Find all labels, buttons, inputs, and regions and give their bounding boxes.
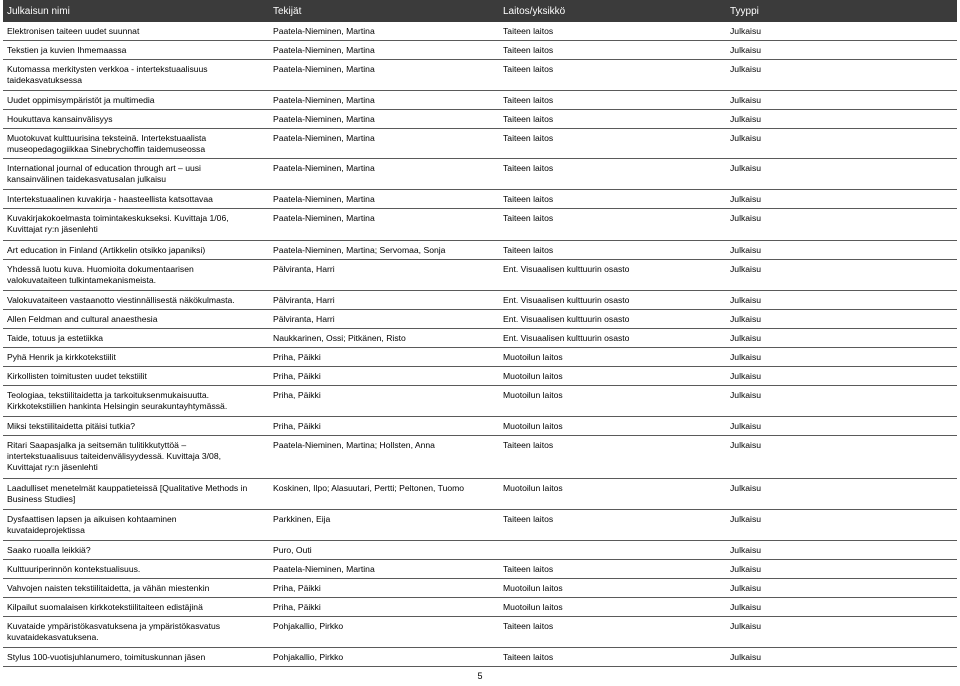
cell-authors: Paatela-Nieminen, Martina (269, 159, 499, 190)
cell-title: Valokuvataiteen vastaanotto viestinnällisestä näkökulmasta. (3, 291, 269, 310)
cell-authors: Paatela-Nieminen, Martina (269, 110, 499, 129)
cell-title: Art education in Finland (Artikkelin otsikko japaniksi) (3, 241, 269, 260)
cell-type: Julkaisu (726, 310, 957, 329)
cell-authors: Koskinen, Ilpo; Alasuutari, Pertti; Peltonen, Tuomo (269, 479, 499, 510)
cell-type: Julkaisu (726, 617, 957, 648)
cell-unit (499, 541, 726, 560)
cell-unit: Taiteen laitos (499, 91, 726, 110)
cell-type: Julkaisu (726, 260, 957, 291)
cell-unit: Muotoilun laitos (499, 386, 726, 417)
header-title: Julkaisun nimi (3, 0, 269, 22)
table-row (3, 22, 957, 41)
table-row (3, 386, 957, 417)
table-body (3, 22, 957, 667)
cell-authors: Paatela-Nieminen, Martina (269, 41, 499, 60)
cell-authors: Paatela-Nieminen, Martina (269, 560, 499, 579)
cell-title: Kulttuuriperinnön kontekstualisuus. (3, 560, 269, 579)
cell-type: Julkaisu (726, 510, 957, 541)
cell-unit: Taiteen laitos (499, 241, 726, 260)
header-authors: Tekijät (269, 0, 499, 22)
cell-type: Julkaisu (726, 579, 957, 598)
cell-type: Julkaisu (726, 560, 957, 579)
table-row (3, 329, 957, 348)
cell-title: Tekstien ja kuvien Ihmemaassa (3, 41, 269, 60)
cell-title: Houkuttava kansainvälisyys (3, 110, 269, 129)
cell-title: Kuvataide ympäristökasvatuksena ja ympäristökasvatus kuvataidekasvatuksena. (3, 617, 269, 648)
cell-type: Julkaisu (726, 291, 957, 310)
table-row (3, 367, 957, 386)
header-row (3, 0, 957, 22)
cell-type: Julkaisu (726, 22, 957, 41)
cell-title: Teologiaa, tekstiilitaidetta ja tarkoituksenmukaisuutta. Kirkkotekstiilien hankinta Helsingin seurakuntayhtymässä. (3, 386, 269, 417)
cell-type: Julkaisu (726, 209, 957, 241)
cell-authors: Priha, Päikki (269, 367, 499, 386)
publications-table (3, 0, 957, 667)
cell-authors: Puro, Outi (269, 541, 499, 560)
cell-authors: Priha, Päikki (269, 598, 499, 617)
table-row (3, 209, 957, 241)
cell-unit: Taiteen laitos (499, 190, 726, 209)
cell-title: Pyhä Henrik ja kirkkotekstiilit (3, 348, 269, 367)
cell-authors: Paatela-Nieminen, Martina (269, 129, 499, 159)
cell-authors: Paatela-Nieminen, Martina; Hollsten, Anna (269, 436, 499, 479)
cell-unit: Taiteen laitos (499, 110, 726, 129)
table-row (3, 348, 957, 367)
cell-unit: Taiteen laitos (499, 209, 726, 241)
cell-unit: Ent. Visuaalisen kulttuurin osasto (499, 291, 726, 310)
cell-title: Saako ruoalla leikkiä? (3, 541, 269, 560)
cell-type: Julkaisu (726, 648, 957, 667)
table-row (3, 260, 957, 291)
cell-type: Julkaisu (726, 479, 957, 510)
cell-title: Muotokuvat kulttuurisina teksteinä. Intertekstuaalista museopedagogiikkaa Sinebrychoffin taidemuseossa (3, 129, 269, 159)
cell-unit: Taiteen laitos (499, 22, 726, 41)
cell-unit: Ent. Visuaalisen kulttuurin osasto (499, 329, 726, 348)
cell-authors: Paatela-Nieminen, Martina; Servomaa, Sonja (269, 241, 499, 260)
cell-title: Vahvojen naisten tekstiilitaidetta, ja vähän miestenkin (3, 579, 269, 598)
cell-unit: Taiteen laitos (499, 60, 726, 91)
cell-title: Kutomassa merkitysten verkkoa - intertekstuaalisuus taidekasvatuksessa (3, 60, 269, 91)
cell-unit: Ent. Visuaalisen kulttuurin osasto (499, 310, 726, 329)
publication-list-page (3, 0, 957, 667)
cell-authors: Priha, Päikki (269, 417, 499, 436)
table-row (3, 91, 957, 110)
cell-title: Taide, totuus ja estetiikka (3, 329, 269, 348)
cell-unit: Muotoilun laitos (499, 417, 726, 436)
cell-title: Allen Feldman and cultural anaesthesia (3, 310, 269, 329)
cell-type: Julkaisu (726, 159, 957, 190)
cell-authors: Parkkinen, Eija (269, 510, 499, 541)
cell-title: Dysfaattisen lapsen ja aikuisen kohtaaminen kuvataideprojektissa (3, 510, 269, 541)
cell-type: Julkaisu (726, 436, 957, 479)
cell-authors: Paatela-Nieminen, Martina (269, 22, 499, 41)
table-row (3, 579, 957, 598)
cell-unit: Taiteen laitos (499, 41, 726, 60)
cell-authors: Paatela-Nieminen, Martina (269, 190, 499, 209)
table-row (3, 541, 957, 560)
cell-authors: Pälviranta, Harri (269, 291, 499, 310)
cell-unit: Taiteen laitos (499, 129, 726, 159)
cell-authors: Priha, Päikki (269, 579, 499, 598)
cell-type: Julkaisu (726, 241, 957, 260)
page-number: 5 (477, 671, 483, 681)
cell-unit: Muotoilun laitos (499, 479, 726, 510)
cell-title: Intertekstuaalinen kuvakirja - haasteellista katsottavaa (3, 190, 269, 209)
table-row (3, 598, 957, 617)
cell-authors: Pohjakallio, Pirkko (269, 617, 499, 648)
cell-type: Julkaisu (726, 417, 957, 436)
cell-title: Kirkollisten toimitusten uudet tekstiilit (3, 367, 269, 386)
table-row (3, 129, 957, 159)
cell-unit: Taiteen laitos (499, 560, 726, 579)
table-row (3, 190, 957, 209)
cell-type: Julkaisu (726, 190, 957, 209)
cell-unit: Taiteen laitos (499, 648, 726, 667)
cell-authors: Paatela-Nieminen, Martina (269, 91, 499, 110)
cell-type: Julkaisu (726, 598, 957, 617)
cell-unit: Taiteen laitos (499, 617, 726, 648)
table-row (3, 510, 957, 541)
cell-authors: Priha, Päikki (269, 386, 499, 417)
cell-type: Julkaisu (726, 386, 957, 417)
cell-type: Julkaisu (726, 110, 957, 129)
cell-title: Uudet oppimisympäristöt ja multimedia (3, 91, 269, 110)
cell-unit: Taiteen laitos (499, 510, 726, 541)
cell-unit: Muotoilun laitos (499, 367, 726, 386)
cell-type: Julkaisu (726, 60, 957, 91)
table-row (3, 60, 957, 91)
cell-authors: Pälviranta, Harri (269, 310, 499, 329)
cell-title: Yhdessä luotu kuva. Huomioita dokumentaarisen valokuvataiteen tulkintamekanismeista. (3, 260, 269, 291)
cell-title: Stylus 100-vuotisjuhlanumero, toimituskunnan jäsen (3, 648, 269, 667)
cell-authors: Priha, Päikki (269, 348, 499, 367)
cell-title: Ritari Saapasjalka ja seitsemän tulitikkutyttöä – intertekstuaalisuus taiteidenvälisyydessä. Kuvittaja 3/08, Kuvittajat ry:n jäsenlehti (3, 436, 269, 479)
cell-authors: Paatela-Nieminen, Martina (269, 209, 499, 241)
cell-type: Julkaisu (726, 91, 957, 110)
cell-unit: Taiteen laitos (499, 436, 726, 479)
cell-authors: Pohjakallio, Pirkko (269, 648, 499, 667)
cell-unit: Taiteen laitos (499, 159, 726, 190)
cell-unit: Ent. Visuaalisen kulttuurin osasto (499, 260, 726, 291)
table-row (3, 41, 957, 60)
table-row (3, 479, 957, 510)
cell-type: Julkaisu (726, 329, 957, 348)
cell-title: International journal of education through art – uusi kansainvälinen taidekasvatusalan julkaisu (3, 159, 269, 190)
cell-title: Kilpailut suomalaisen kirkkotekstiilitaiteen edistäjinä (3, 598, 269, 617)
table-row (3, 617, 957, 648)
cell-type: Julkaisu (726, 129, 957, 159)
table-row (3, 560, 957, 579)
cell-authors: Paatela-Nieminen, Martina (269, 60, 499, 91)
table-row (3, 417, 957, 436)
cell-type: Julkaisu (726, 41, 957, 60)
cell-authors: Pälviranta, Harri (269, 260, 499, 291)
cell-type: Julkaisu (726, 541, 957, 560)
cell-title: Kuvakirjakokoelmasta toimintakeskukseksi. Kuvittaja 1/06, Kuvittajat ry:n jäsenlehti (3, 209, 269, 241)
cell-title: Elektronisen taiteen uudet suunnat (3, 22, 269, 41)
table-row (3, 436, 957, 479)
table-header (3, 0, 957, 22)
cell-title: Laadulliset menetelmät kauppatieteissä [Qualitative Methods in Business Studies] (3, 479, 269, 510)
table-row (3, 310, 957, 329)
table-row (3, 291, 957, 310)
cell-title: Miksi tekstiilitaidetta pitäisi tutkia? (3, 417, 269, 436)
cell-type: Julkaisu (726, 348, 957, 367)
cell-unit: Muotoilun laitos (499, 598, 726, 617)
header-type: Tyyppi (726, 0, 957, 22)
table-row (3, 648, 957, 667)
cell-unit: Muotoilun laitos (499, 348, 726, 367)
cell-authors: Naukkarinen, Ossi; Pitkänen, Risto (269, 329, 499, 348)
table-row (3, 159, 957, 190)
cell-unit: Muotoilun laitos (499, 579, 726, 598)
table-row (3, 110, 957, 129)
table-row (3, 241, 957, 260)
cell-type: Julkaisu (726, 367, 957, 386)
header-unit: Laitos/yksikkö (499, 0, 726, 22)
